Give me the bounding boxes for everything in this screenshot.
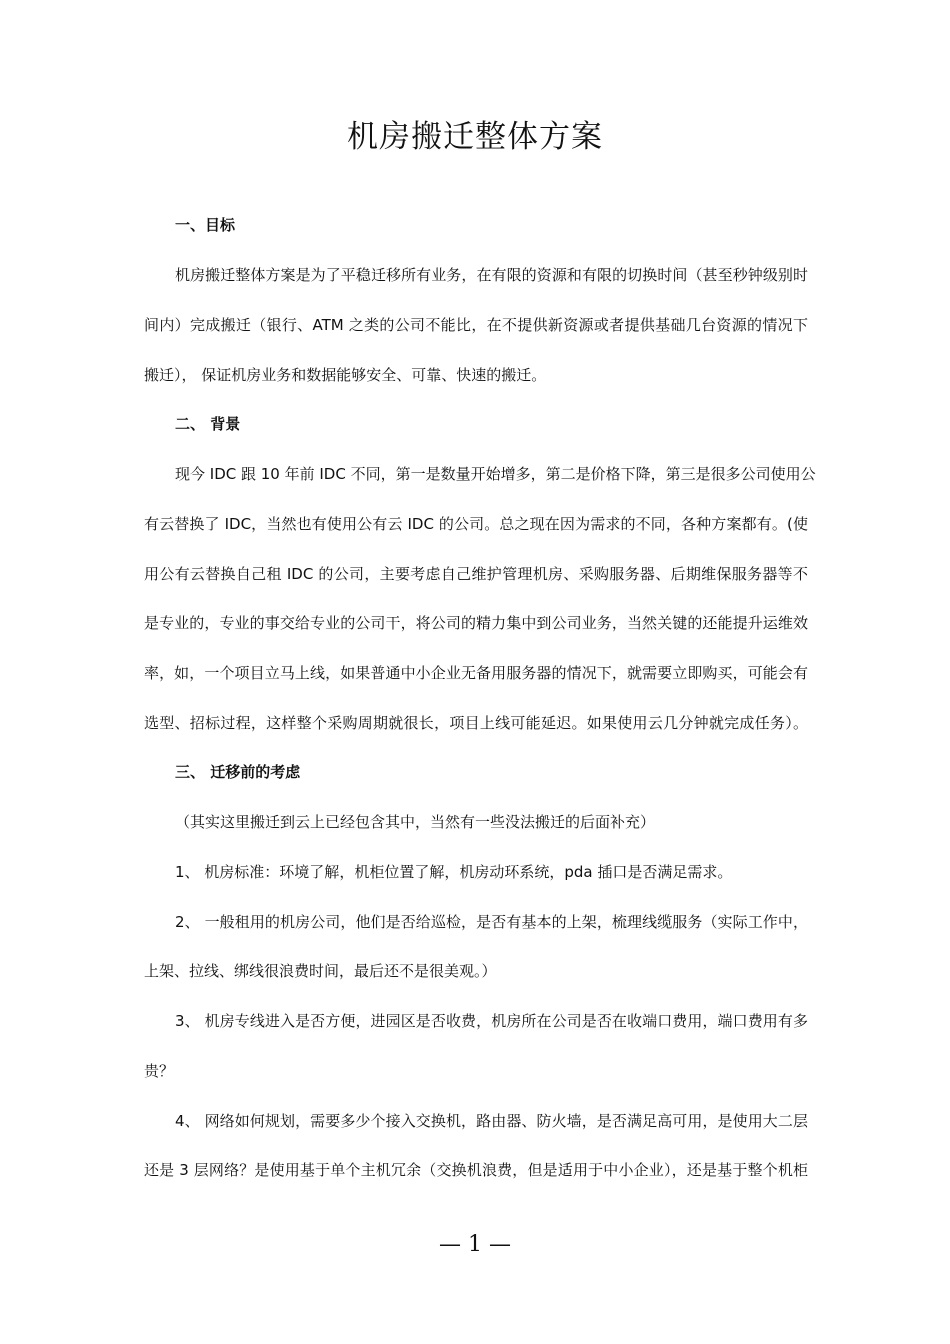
paragraph-line: 机房搬迁整体方案是为了平稳迁移所有业务，在有限的资源和有限的切换时间（甚至秒钟级别时 bbox=[175, 266, 808, 284]
section-heading-considerations: 三、 迁移前的考虑 bbox=[175, 763, 301, 781]
list-item-continuation: 贵？ bbox=[144, 1062, 175, 1080]
document-title: 机房搬迁整体方案 bbox=[347, 119, 603, 155]
paragraph-line: 搬迁）， 保证机房业务和数据能够安全、可靠、快速的搬迁。 bbox=[144, 366, 547, 384]
list-item: 4、 网络如何规划，需要多少个接入交换机，路由器、防火墙，是否满足高可用，是使用大二层 bbox=[175, 1112, 808, 1130]
paragraph-line: 现今 IDC 跟 10 年前 IDC 不同，第一是数量开始增多，第二是价格下降，第三是很多公司使用公 bbox=[175, 465, 816, 483]
section-heading-background: 二、 背景 bbox=[175, 415, 241, 433]
list-item-continuation: 上架、拉线、绑线很浪费时间，最后还不是很美观。） bbox=[144, 962, 497, 980]
paragraph-line: 间内）完成搬迁（银行、ATM 之类的公司不能比，在不提供新资源或者提供基础几台资源的情况下 bbox=[144, 316, 808, 334]
note-line: （其实这里搬迁到云上已经包含其中，当然有一些没法搬迁的后面补充） bbox=[175, 813, 656, 831]
page-number: — 1 — bbox=[439, 1232, 511, 1257]
section-heading-goal: 一、目标 bbox=[175, 216, 236, 234]
paragraph-line: 是专业的，专业的事交给专业的公司干，将公司的精力集中到公司业务，当然关键的还能提升运维效 bbox=[144, 614, 808, 632]
paragraph-line: 用公有云替换自己租 IDC 的公司，主要考虑自己维护管理机房、采购服务器、后期维保服务器等不 bbox=[144, 565, 808, 583]
paragraph-line: 选型、招标过程，这样整个采购周期就很长，项目上线可能延迟。如果使用云几分钟就完成任务）。 bbox=[144, 714, 808, 732]
paragraph-line: 有云替换了 IDC，当然也有使用公有云 IDC 的公司。总之现在因为需求的不同，各种方案都有。(使 bbox=[144, 515, 808, 533]
paragraph-line: 率，如，一个项目立马上线，如果普通中小企业无备用服务器的情况下，就需要立即购买，可能会有 bbox=[144, 664, 808, 682]
list-item: 1、 机房标准：环境了解，机柜位置了解，机房动环系统，pda 插口是否满足需求。 bbox=[175, 863, 733, 881]
list-item: 2、 一般租用的机房公司，他们是否给巡检，是否有基本的上架，梳理线缆服务（实际工作中， bbox=[175, 913, 808, 931]
list-item: 3、 机房专线进入是否方便，进园区是否收费，机房所在公司是否在收端口费用，端口费用有多 bbox=[175, 1012, 808, 1030]
list-item-continuation: 还是 3 层网络？是使用基于单个主机冗余（交换机浪费，但是适用于中小企业），还是基于整个机柜 bbox=[144, 1161, 808, 1179]
